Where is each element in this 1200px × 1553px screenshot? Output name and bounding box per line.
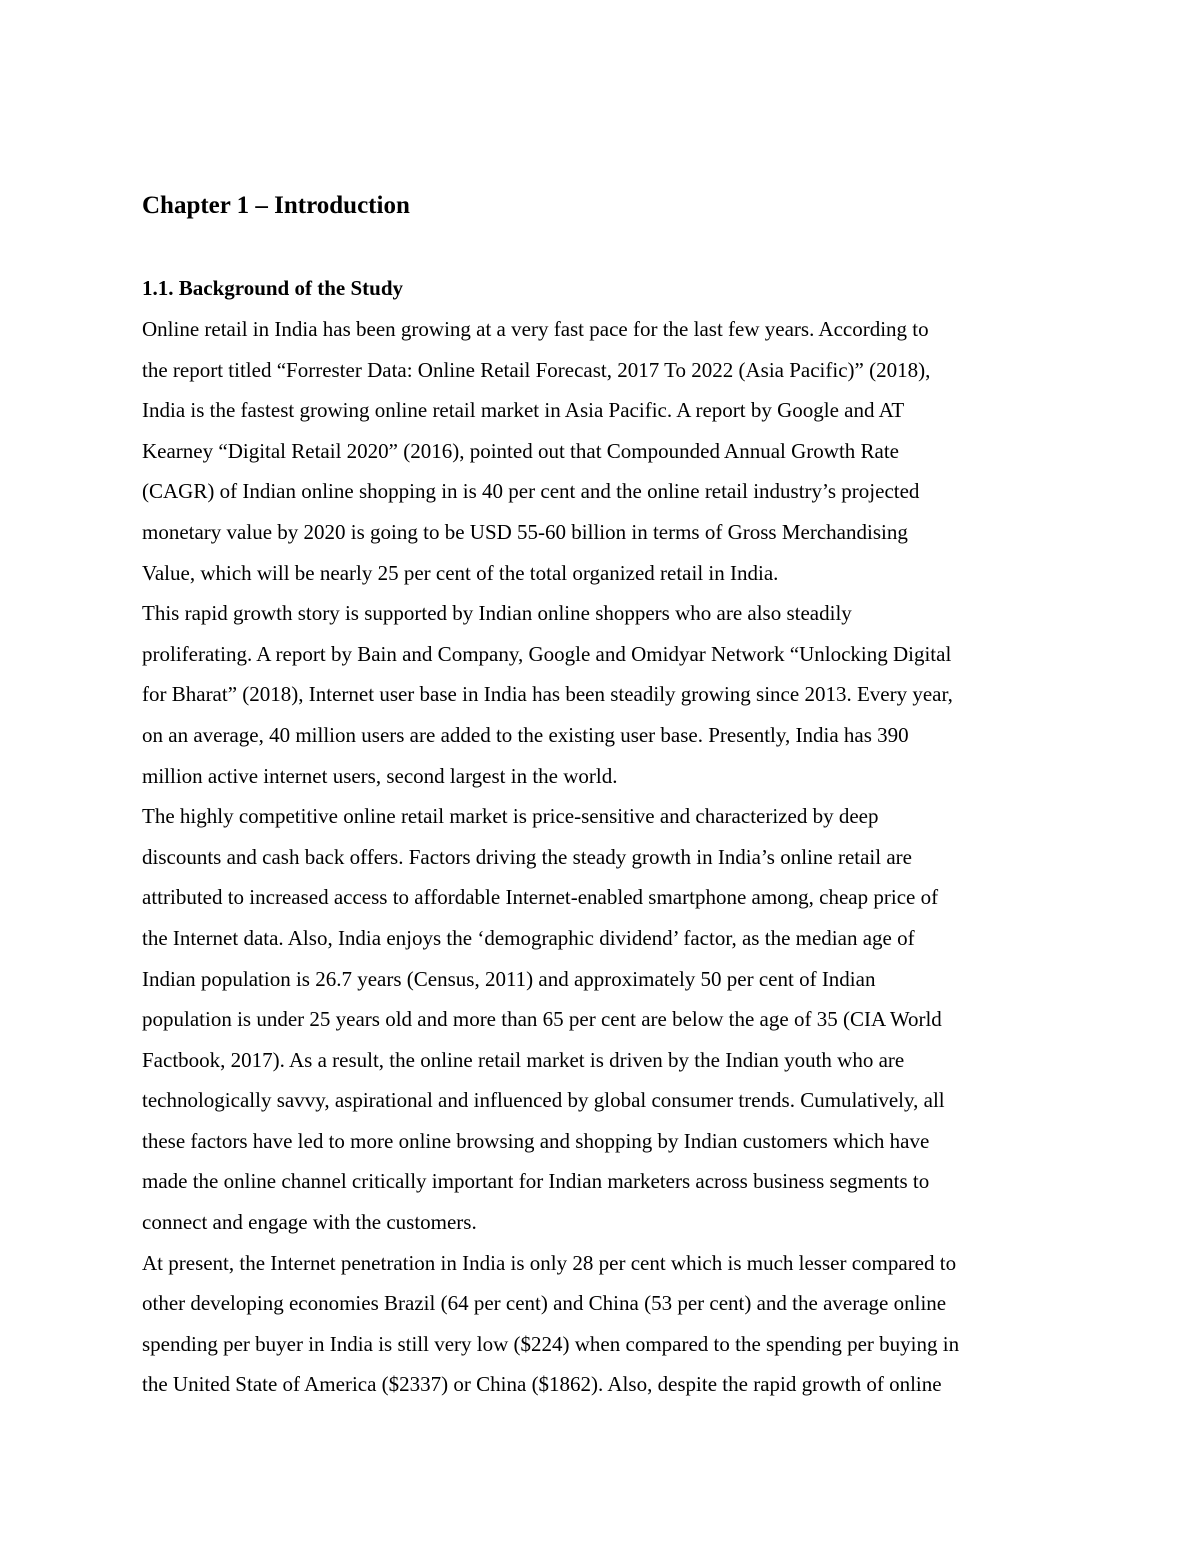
text-line: (CAGR) of Indian online shopping in is 40 per cent and the online retail industry’s projected [142,479,920,504]
text-line: proliferating. A report by Bain and Company, Google and Omidyar Network “Unlocking Digital [142,641,952,666]
text-line: made the online channel critically important for Indian marketers across business segments to [142,1169,930,1194]
text-line: population is under 25 years old and more than 65 per cent are below the age of 35 (CIA World [142,1007,942,1032]
text-line: spending per buyer in India is still very low ($224) when compared to the spending per buying in [142,1331,960,1356]
text-line: on an average, 40 million users are added to the existing user base. Presently, India has 390 [142,722,909,747]
text-line: India is the fastest growing online retail market in Asia Pacific. A report by Google and AT [142,398,905,423]
section-heading: 1.1. Background of the Study [142,276,404,300]
text-line: This rapid growth story is supported by Indian online shoppers who are also steadily [142,601,852,626]
text-line: other developing economies Brazil (64 per cent) and China (53 per cent) and the average online [142,1291,947,1316]
text-line: these factors have led to more online browsing and shopping by Indian customers which have [142,1128,930,1153]
text-line: attributed to increased access to affordable Internet-enabled smartphone among, cheap price of [142,885,939,910]
text-line: At present, the Internet penetration in India is only 28 per cent which is much lesser compared to [142,1250,957,1275]
text-line: Value, which will be nearly 25 per cent of the total organized retail in India. [142,560,779,585]
text-line: Indian population is 26.7 years (Census, 2011) and approximately 50 per cent of Indian [142,966,876,991]
text-line: for Bharat” (2018), Internet user base in India has been steadily growing since 2013. Every year, [142,682,953,707]
text-line: the United State of America ($2337) or China ($1862). Also, despite the rapid growth of online [142,1372,942,1397]
body-text [142,312,1072,1408]
chapter-title: Chapter 1 – Introduction [142,192,410,219]
text-line: The highly competitive online retail market is price-sensitive and characterized by deep [142,804,879,829]
text-line: million active internet users, second largest in the world. [142,763,618,788]
text-line: Kearney “Digital Retail 2020” (2016), pointed out that Compounded Annual Growth Rate [142,438,900,463]
text-line: technologically savvy, aspirational and influenced by global consumer trends. Cumulatively, all [142,1088,945,1113]
text-line: the Internet data. Also, India enjoys the ‘demographic dividend’ factor, as the median age of [142,925,915,950]
text-line: connect and engage with the customers. [142,1210,477,1235]
text-line: Online retail in India has been growing at a very fast pace for the last few years. According to [142,317,929,341]
text-line: monetary value by 2020 is going to be USD 55-60 billion in terms of Gross Merchandising [142,519,908,544]
text-line: the report titled “Forrester Data: Online Retail Forecast, 2017 To 2022 (Asia Pacific)” (2018), [142,357,931,382]
text-line: Factbook, 2017). As a result, the online retail market is driven by the Indian youth who are [142,1047,905,1072]
text-line: discounts and cash back offers. Factors driving the steady growth in India’s online retail are [142,844,912,869]
